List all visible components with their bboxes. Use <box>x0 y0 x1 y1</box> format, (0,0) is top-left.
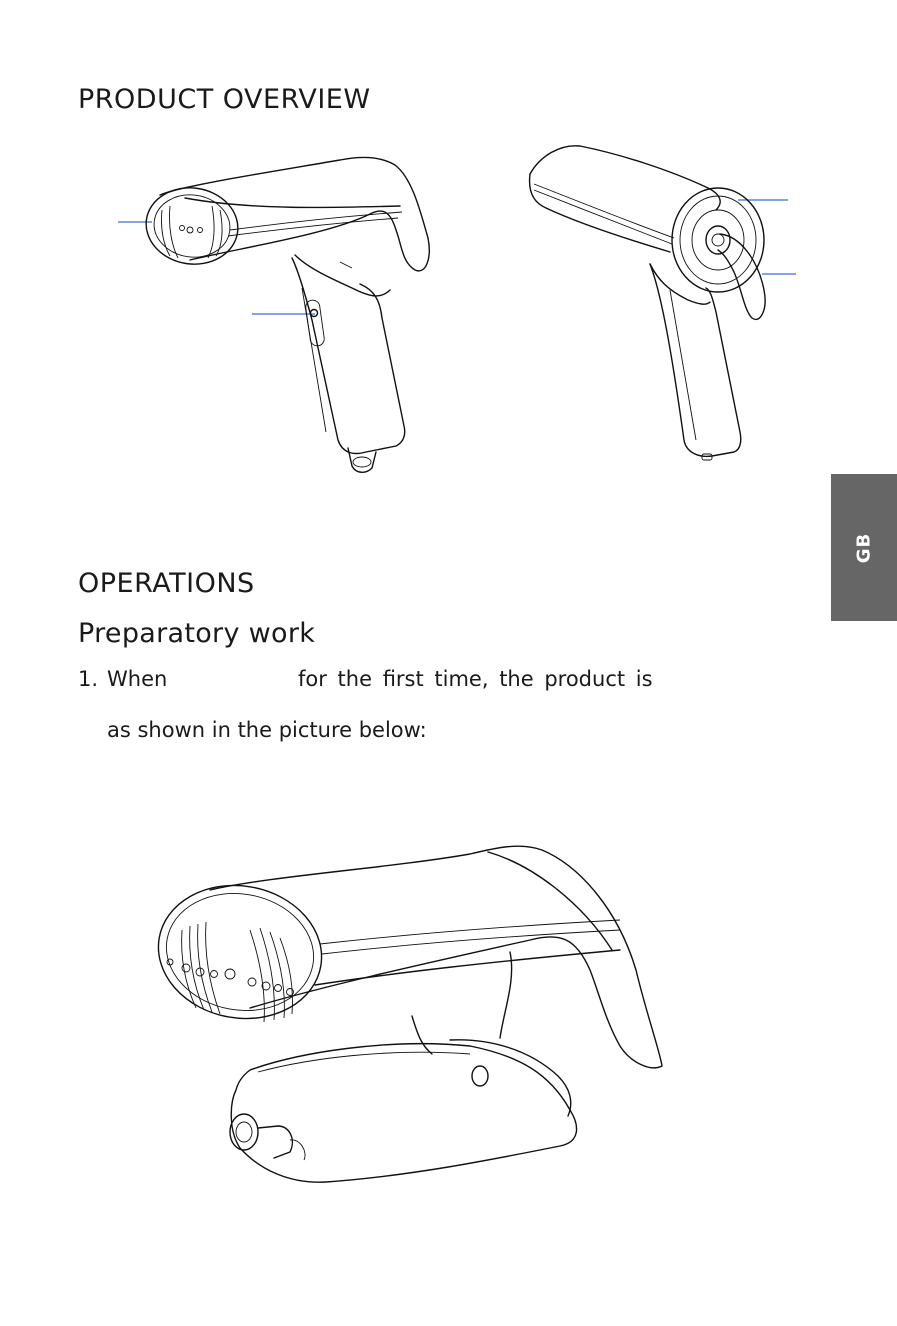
folded-product-illustration <box>150 840 680 1200</box>
product-front-view-illustration <box>90 150 450 490</box>
step-1-text: for the first time, the product is <box>298 667 653 691</box>
section-title-product-overview: PRODUCT OVERVIEW <box>78 84 371 115</box>
side-tab-label: GB <box>853 532 875 563</box>
step-1-word-when: When <box>107 667 168 691</box>
section-title-operations: OPERATIONS <box>78 568 255 599</box>
language-side-tab <box>831 474 897 621</box>
subsection-title-preparatory-work: Preparatory work <box>78 618 316 649</box>
step-number: 1. <box>78 667 99 691</box>
product-back-view-illustration <box>520 140 820 470</box>
step-1-text-line-2: as shown in the picture below: <box>107 718 427 742</box>
